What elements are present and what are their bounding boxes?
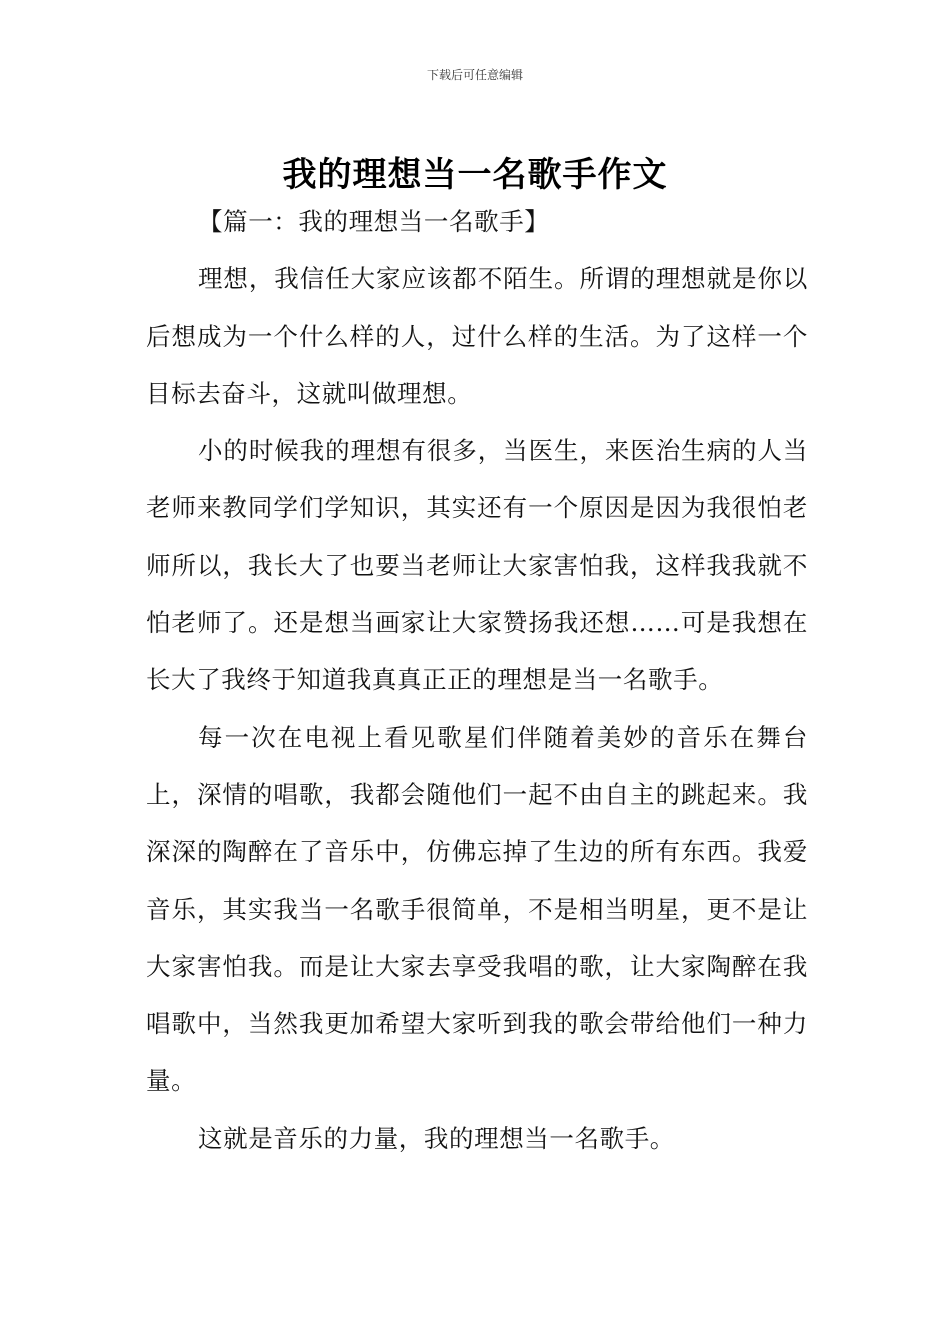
paragraph-1: 理想，我信任大家应该都不陌生。所谓的理想就是你以后想成为一个什么样的人，过什么样的生活。为了这样一个目标去奋斗，这就叫做理想。 xyxy=(146,264,808,408)
header-note: 下载后可任意编辑 xyxy=(426,68,523,82)
paragraph-3: 每一次在电视上看见歌星们伴随着美妙的音乐在舞台上，深情的唱歌，我都会随他们一起不由自主的跳起来。我深深的陶醉在了音乐中，仿佛忘掉了生边的所有东西。我爱音乐，其实我当一名歌手很简单，不是相当明星，更不是让大家害怕我。而是让大家去享受我唱的歌，让大家陶醉在我唱歌中，当然我更加希望大家听到我的歌会带给他们一种力量。 xyxy=(146,722,808,1096)
document-body xyxy=(146,193,808,1167)
paragraph-2: 小的时候我的理想有很多，当医生，来医治生病的人当老师来教同学们学知识，其实还有一个原因是因为我很怕老师所以，我长大了也要当老师让大家害怕我，这样我我就不怕老师了。还是想当画家让大家赞扬我还想……可是我想在长大了我终于知道我真真正正的理想是当一名歌手。 xyxy=(146,436,808,695)
paragraph-4: 这就是音乐的力量，我的理想当一名歌手。 xyxy=(198,1123,675,1153)
document-title: 我的理想当一名歌手作文 xyxy=(282,154,668,195)
section-title: 【篇一：我的理想当一名歌手】 xyxy=(198,207,550,236)
